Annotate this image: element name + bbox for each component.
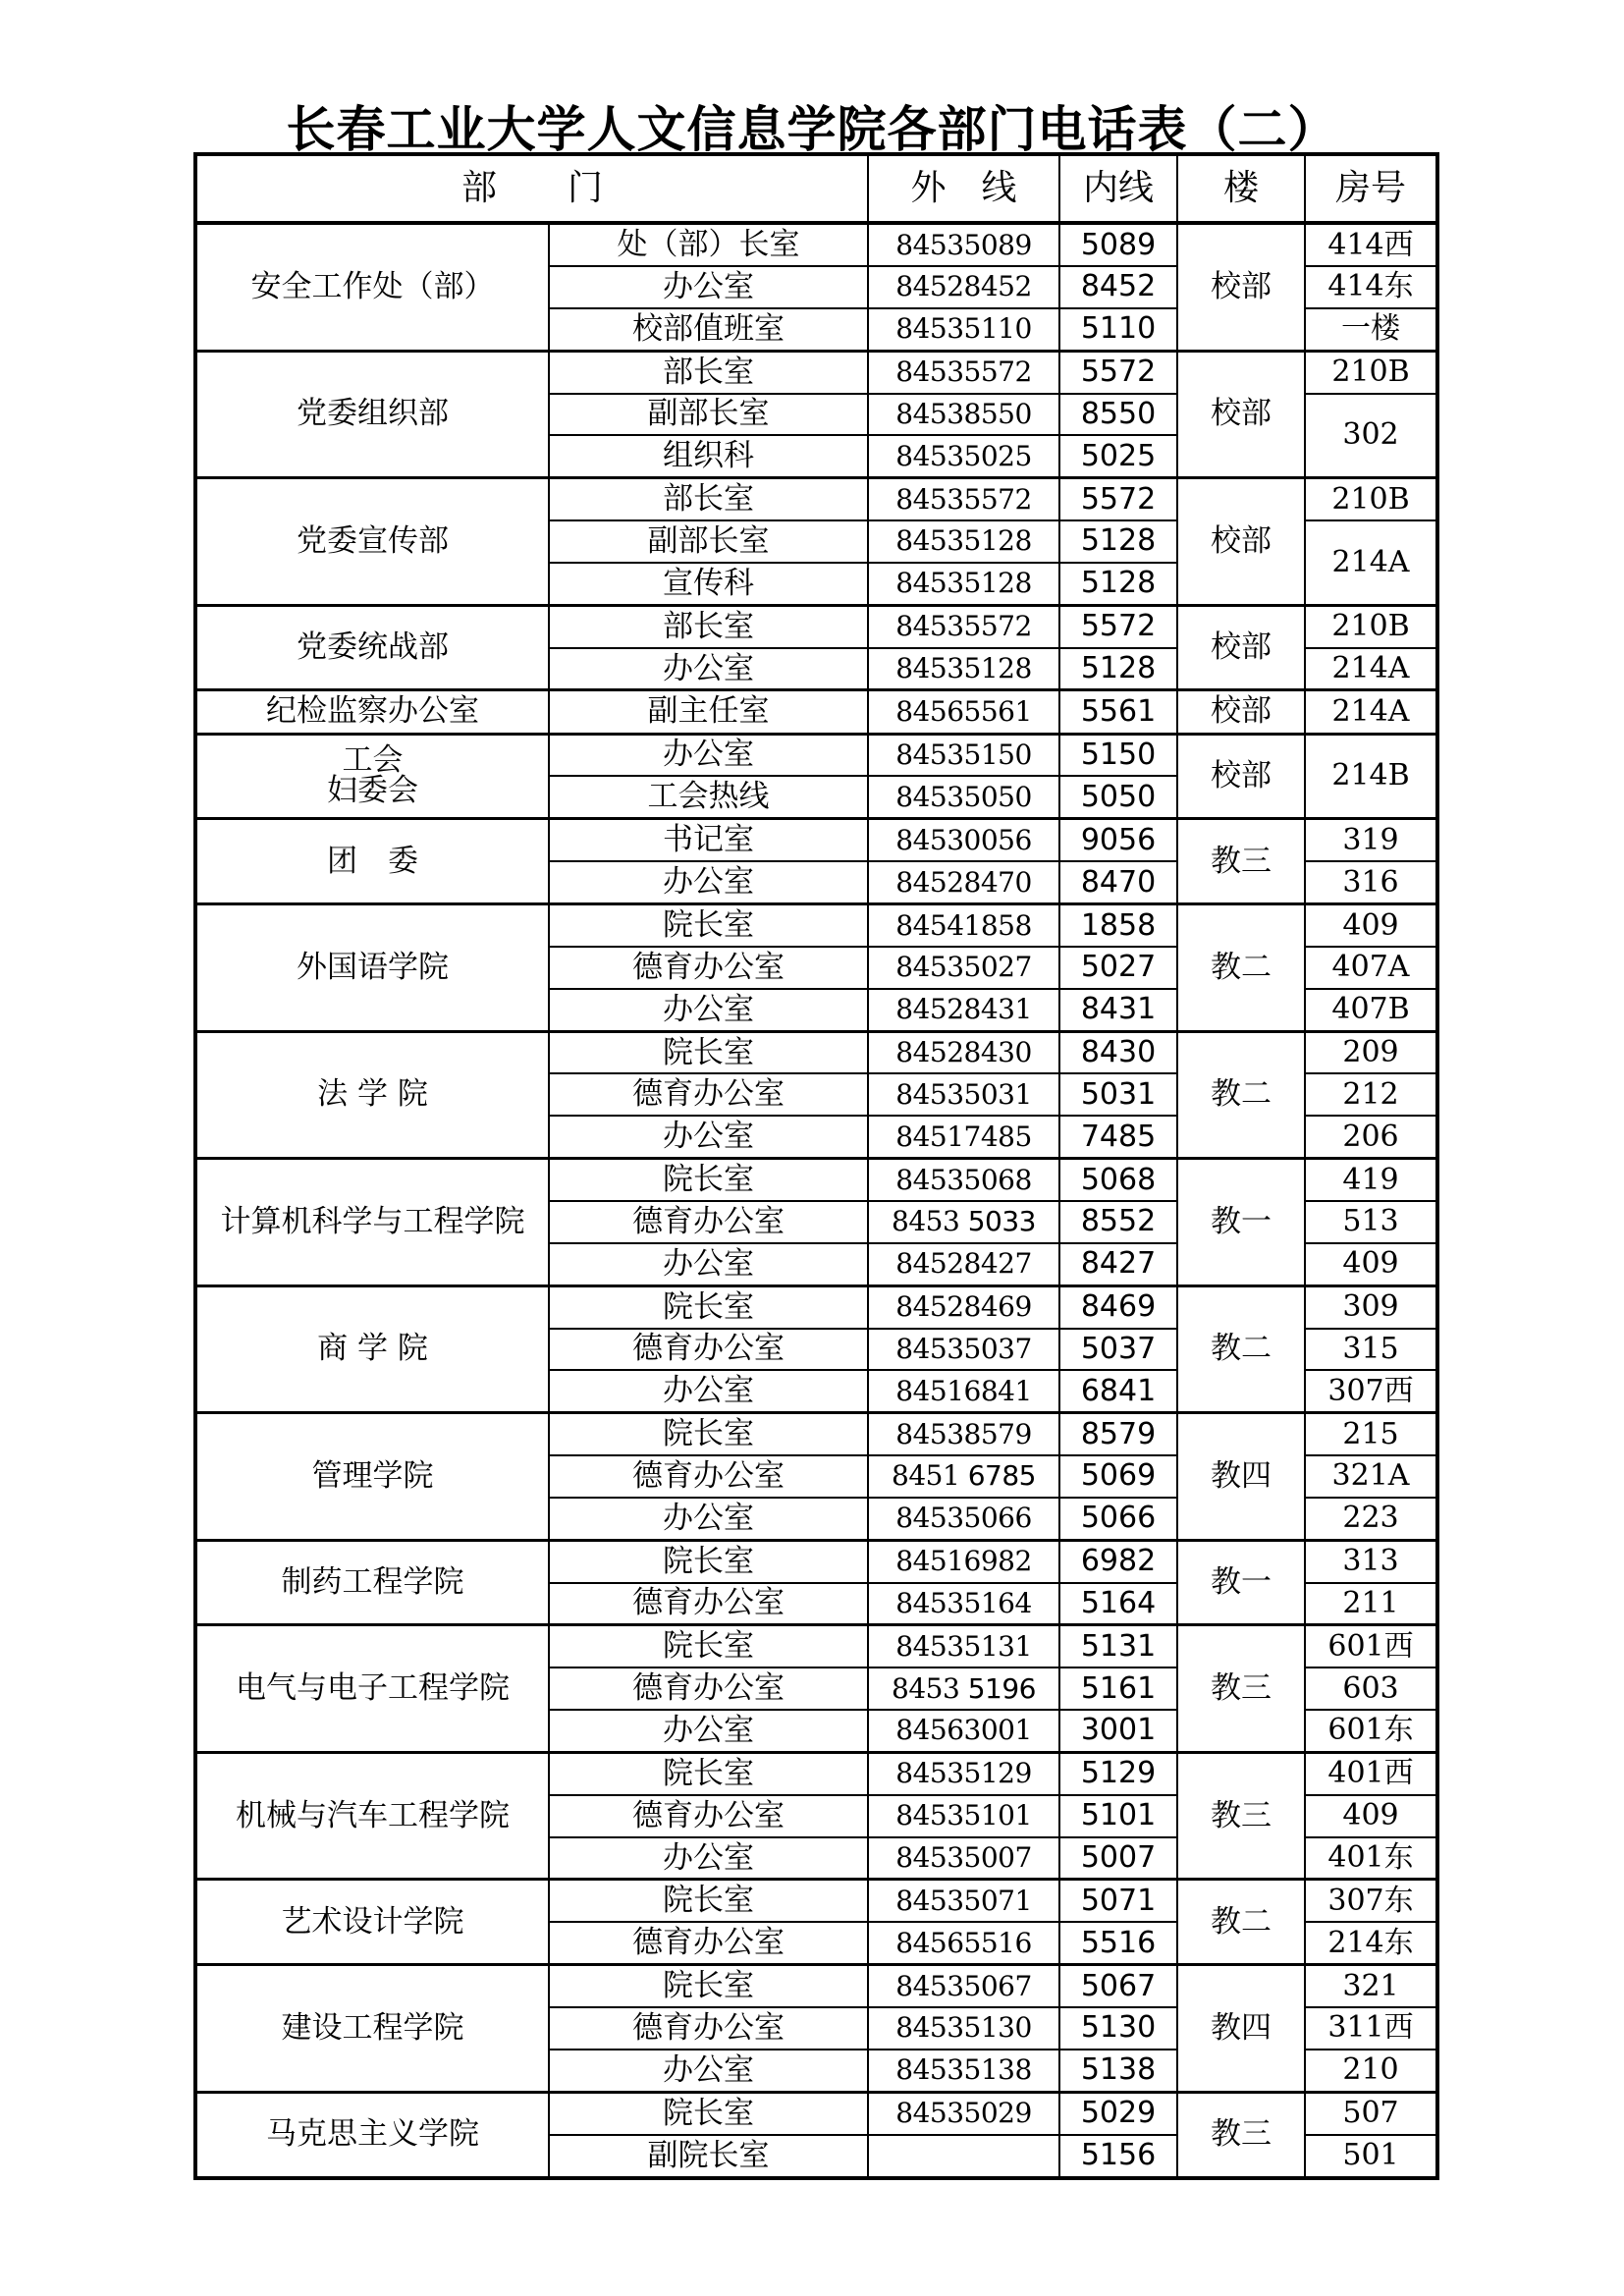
office-name: 德育办公室	[549, 1455, 868, 1498]
internal-phone: 7485	[1059, 1116, 1177, 1158]
room-number: 311西	[1305, 2007, 1437, 2050]
table-row	[195, 351, 1437, 393]
external-phone: 84535164	[868, 1583, 1059, 1625]
external-phone-suffix: 5196	[967, 1671, 1036, 1705]
department-name: 机械与汽车工程学院	[195, 1752, 549, 1880]
internal-phone: 5572	[1059, 478, 1177, 520]
external-phone: 84535572	[868, 351, 1059, 393]
internal-phone: 5050	[1059, 776, 1177, 818]
room-number: 409	[1305, 904, 1437, 947]
internal-phone: 8470	[1059, 861, 1177, 903]
internal-phone: 5029	[1059, 2092, 1177, 2134]
room-number: 210B	[1305, 478, 1437, 520]
department-name: 商 学 院	[195, 1285, 549, 1413]
office-name: 院长室	[549, 1031, 868, 1073]
header-room: 房号	[1305, 154, 1437, 223]
building-name: 校部	[1177, 605, 1305, 690]
external-phone: 84535572	[868, 605, 1059, 647]
office-name: 德育办公室	[549, 1073, 868, 1116]
table-row	[195, 223, 1437, 266]
external-phone: 84541858	[868, 904, 1059, 947]
office-name: 德育办公室	[549, 1201, 868, 1243]
internal-phone: 5069	[1059, 1455, 1177, 1498]
internal-phone: 5572	[1059, 605, 1177, 647]
building-name: 校部	[1177, 734, 1305, 819]
external-phone: 84528431	[868, 989, 1059, 1031]
external-phone: 84535129	[868, 1752, 1059, 1794]
office-name: 部长室	[549, 351, 868, 393]
table-row	[195, 1285, 1437, 1328]
internal-phone: 5037	[1059, 1329, 1177, 1371]
office-name: 校部值班室	[549, 308, 868, 351]
internal-phone: 8552	[1059, 1201, 1177, 1243]
building-name: 教三	[1177, 1752, 1305, 1880]
office-name: 院长室	[549, 1752, 868, 1794]
external-phone: 84535067	[868, 1965, 1059, 2007]
internal-phone: 6841	[1059, 1370, 1177, 1412]
external-phone: 84538550	[868, 394, 1059, 436]
internal-phone: 5089	[1059, 223, 1177, 266]
external-phone: 84538579	[868, 1413, 1059, 1455]
building-name: 校部	[1177, 690, 1305, 734]
office-name: 办公室	[549, 989, 868, 1031]
room-number: 307西	[1305, 1370, 1437, 1412]
external-phone	[868, 1667, 1059, 1710]
building-name: 校部	[1177, 351, 1305, 478]
building-name: 教四	[1177, 1413, 1305, 1541]
building-name: 教二	[1177, 1285, 1305, 1413]
building-name: 教三	[1177, 1625, 1305, 1753]
department-name	[195, 734, 549, 819]
room-number: 315	[1305, 1329, 1437, 1371]
internal-phone: 5131	[1059, 1625, 1177, 1667]
room-number: 603	[1305, 1667, 1437, 1710]
internal-phone: 8469	[1059, 1285, 1177, 1328]
table-row	[195, 605, 1437, 647]
external-phone: 84528430	[868, 1031, 1059, 1073]
room-number: 407B	[1305, 989, 1437, 1031]
internal-phone: 9056	[1059, 819, 1177, 861]
room-number: 211	[1305, 1583, 1437, 1625]
department-name: 党委统战部	[195, 605, 549, 690]
external-phone: 84528452	[868, 266, 1059, 308]
office-name: 副主任室	[549, 690, 868, 734]
office-name: 办公室	[549, 861, 868, 903]
external-phone: 84528470	[868, 861, 1059, 903]
room-number: 419	[1305, 1159, 1437, 1201]
room-number: 414东	[1305, 266, 1437, 308]
internal-phone: 3001	[1059, 1710, 1177, 1752]
external-phone-prefix: 8451	[892, 1459, 960, 1493]
office-name: 院长室	[549, 1159, 868, 1201]
external-phone-prefix: 8453	[892, 1671, 960, 1705]
room-number: 214A	[1305, 690, 1437, 734]
building-name: 教二	[1177, 904, 1305, 1032]
internal-phone: 8550	[1059, 394, 1177, 436]
department-name: 电气与电子工程学院	[195, 1625, 549, 1753]
building-name: 教一	[1177, 1159, 1305, 1286]
internal-phone: 5027	[1059, 947, 1177, 989]
external-phone: 84517485	[868, 1116, 1059, 1158]
building-name: 校部	[1177, 478, 1305, 606]
room-number: 210B	[1305, 605, 1437, 647]
external-phone: 84535071	[868, 1880, 1059, 1922]
department-name-line: 妇委会	[327, 773, 418, 809]
external-phone: 84535089	[868, 223, 1059, 266]
room-number: 210B	[1305, 351, 1437, 393]
internal-phone: 5031	[1059, 1073, 1177, 1116]
table-row	[195, 1752, 1437, 1794]
external-phone-suffix: 6785	[967, 1459, 1036, 1493]
office-name: 院长室	[549, 1880, 868, 1922]
office-name: 部长室	[549, 605, 868, 647]
office-name: 书记室	[549, 819, 868, 861]
external-phone	[868, 1201, 1059, 1243]
internal-phone: 5101	[1059, 1795, 1177, 1837]
internal-phone: 1858	[1059, 904, 1177, 947]
table-row	[195, 1031, 1437, 1073]
department-name: 安全工作处（部）	[195, 223, 549, 351]
external-phone: 84516841	[868, 1370, 1059, 1412]
office-name: 宣传科	[549, 563, 868, 605]
directory-body	[195, 223, 1437, 2178]
external-phone: 84535138	[868, 2050, 1059, 2092]
room-number: 206	[1305, 1116, 1437, 1158]
office-name: 院长室	[549, 1965, 868, 2007]
room-number: 214A	[1305, 520, 1437, 605]
department-name: 建设工程学院	[195, 1965, 549, 2093]
table-row	[195, 690, 1437, 734]
room-number: 513	[1305, 1201, 1437, 1243]
department-name: 党委组织部	[195, 351, 549, 478]
room-number: 309	[1305, 1285, 1437, 1328]
room-number: 601东	[1305, 1710, 1437, 1752]
office-name: 办公室	[549, 1710, 868, 1752]
internal-phone: 5110	[1059, 308, 1177, 351]
office-name: 院长室	[549, 1540, 868, 1582]
office-name: 办公室	[549, 734, 868, 776]
internal-phone: 5516	[1059, 1922, 1177, 1964]
building-name: 教二	[1177, 1880, 1305, 1965]
office-name: 部长室	[549, 478, 868, 520]
office-name: 德育办公室	[549, 1795, 868, 1837]
table-row	[195, 1159, 1437, 1201]
office-name: 工会热线	[549, 776, 868, 818]
department-name-line: 工会	[342, 742, 404, 779]
external-phone: 84535031	[868, 1073, 1059, 1116]
room-number: 209	[1305, 1031, 1437, 1073]
office-name: 德育办公室	[549, 1329, 868, 1371]
internal-phone: 5161	[1059, 1667, 1177, 1710]
room-number: 212	[1305, 1073, 1437, 1116]
external-phone: 84535068	[868, 1159, 1059, 1201]
building-name: 教四	[1177, 1965, 1305, 2093]
external-phone-suffix: 5033	[967, 1205, 1036, 1238]
office-name: 院长室	[549, 1625, 868, 1667]
building-name: 教三	[1177, 819, 1305, 904]
building-name: 校部	[1177, 223, 1305, 351]
external-phone: 84535110	[868, 308, 1059, 351]
internal-phone: 6982	[1059, 1540, 1177, 1582]
internal-phone: 5068	[1059, 1159, 1177, 1201]
room-number: 409	[1305, 1243, 1437, 1285]
room-number: 319	[1305, 819, 1437, 861]
table-row	[195, 904, 1437, 947]
office-name: 办公室	[549, 1243, 868, 1285]
room-number: 214B	[1305, 734, 1437, 819]
internal-phone: 5150	[1059, 734, 1177, 776]
internal-phone: 8431	[1059, 989, 1177, 1031]
room-number: 601西	[1305, 1625, 1437, 1667]
external-phone: 84530056	[868, 819, 1059, 861]
internal-phone: 5128	[1059, 563, 1177, 605]
page-title: 长春工业大学人文信息学院各部门电话表（二）	[286, 100, 1338, 158]
table-row	[195, 1540, 1437, 1582]
external-phone	[868, 2135, 1059, 2178]
external-phone: 84563001	[868, 1710, 1059, 1752]
internal-phone: 5138	[1059, 2050, 1177, 2092]
room-number: 307东	[1305, 1880, 1437, 1922]
phone-directory-table	[193, 152, 1439, 2180]
external-phone: 84535130	[868, 2007, 1059, 2050]
office-name: 办公室	[549, 2050, 868, 2092]
internal-phone: 5156	[1059, 2135, 1177, 2178]
office-name: 组织科	[549, 435, 868, 477]
office-name: 院长室	[549, 1413, 868, 1455]
external-phone-prefix: 8453	[892, 1205, 960, 1238]
internal-phone: 8452	[1059, 266, 1177, 308]
internal-phone: 5128	[1059, 648, 1177, 690]
header-dept: 部 门	[195, 154, 868, 223]
header-internal: 内线	[1059, 154, 1177, 223]
external-phone: 84535150	[868, 734, 1059, 776]
office-name: 院长室	[549, 904, 868, 947]
external-phone: 84535101	[868, 1795, 1059, 1837]
internal-phone: 8430	[1059, 1031, 1177, 1073]
external-phone: 84535027	[868, 947, 1059, 989]
header-external: 外 线	[868, 154, 1059, 223]
external-phone: 84565516	[868, 1922, 1059, 1964]
room-number: 302	[1305, 394, 1437, 478]
building-name: 教二	[1177, 1031, 1305, 1159]
room-number: 409	[1305, 1795, 1437, 1837]
table-row	[195, 1965, 1437, 2007]
room-number: 214A	[1305, 648, 1437, 690]
office-name: 办公室	[549, 648, 868, 690]
department-name: 团 委	[195, 819, 549, 904]
table-row	[195, 819, 1437, 861]
office-name: 副部长室	[549, 394, 868, 436]
internal-phone: 5164	[1059, 1583, 1177, 1625]
room-number: 215	[1305, 1413, 1437, 1455]
office-name: 德育办公室	[549, 1583, 868, 1625]
department-name: 党委宣传部	[195, 478, 549, 606]
room-number: 223	[1305, 1498, 1437, 1540]
external-phone: 84535066	[868, 1498, 1059, 1540]
external-phone: 84528427	[868, 1243, 1059, 1285]
table-row	[195, 2092, 1437, 2134]
room-number: 401东	[1305, 1837, 1437, 1880]
department-name: 制药工程学院	[195, 1540, 549, 1625]
office-name: 德育办公室	[549, 2007, 868, 2050]
internal-phone: 8579	[1059, 1413, 1177, 1455]
internal-phone: 8427	[1059, 1243, 1177, 1285]
department-name: 计算机科学与工程学院	[195, 1159, 549, 1286]
table-row	[195, 478, 1437, 520]
internal-phone: 5025	[1059, 435, 1177, 477]
internal-phone: 5067	[1059, 1965, 1177, 2007]
office-name: 办公室	[549, 1370, 868, 1412]
internal-phone: 5129	[1059, 1752, 1177, 1794]
office-name: 德育办公室	[549, 947, 868, 989]
table-row	[195, 1413, 1437, 1455]
office-name: 德育办公室	[549, 1922, 868, 1964]
internal-phone: 5066	[1059, 1498, 1177, 1540]
office-name: 办公室	[549, 1498, 868, 1540]
header-row	[195, 154, 1437, 223]
office-name: 院长室	[549, 1285, 868, 1328]
external-phone: 84535025	[868, 435, 1059, 477]
department-name: 纪检监察办公室	[195, 690, 549, 734]
department-name: 管理学院	[195, 1413, 549, 1541]
external-phone: 84535128	[868, 563, 1059, 605]
header-building: 楼	[1177, 154, 1305, 223]
internal-phone: 5130	[1059, 2007, 1177, 2050]
external-phone: 84535131	[868, 1625, 1059, 1667]
office-name: 办公室	[549, 1116, 868, 1158]
room-number: 一楼	[1305, 308, 1437, 351]
internal-phone: 5071	[1059, 1880, 1177, 1922]
external-phone	[868, 1455, 1059, 1498]
internal-phone: 5007	[1059, 1837, 1177, 1880]
office-name: 院长室	[549, 2092, 868, 2134]
internal-phone: 5572	[1059, 351, 1177, 393]
room-number: 214东	[1305, 1922, 1437, 1964]
department-name: 外国语学院	[195, 904, 549, 1032]
external-phone: 84535128	[868, 648, 1059, 690]
building-name: 教一	[1177, 1540, 1305, 1625]
room-number: 414西	[1305, 223, 1437, 266]
department-name: 马克思主义学院	[195, 2092, 549, 2178]
internal-phone: 5561	[1059, 690, 1177, 734]
table-row	[195, 1880, 1437, 1922]
department-name: 艺术设计学院	[195, 1880, 549, 1965]
external-phone: 84535029	[868, 2092, 1059, 2134]
room-number: 507	[1305, 2092, 1437, 2134]
building-name: 教三	[1177, 2092, 1305, 2178]
office-name: 办公室	[549, 266, 868, 308]
office-name: 副院长室	[549, 2135, 868, 2178]
room-number: 401西	[1305, 1752, 1437, 1794]
office-name: 办公室	[549, 1837, 868, 1880]
external-phone: 84535007	[868, 1837, 1059, 1880]
office-name: 副部长室	[549, 520, 868, 563]
external-phone: 84528469	[868, 1285, 1059, 1328]
room-number: 321A	[1305, 1455, 1437, 1498]
room-number: 316	[1305, 861, 1437, 903]
external-phone: 84565561	[868, 690, 1059, 734]
internal-phone: 5128	[1059, 520, 1177, 563]
external-phone: 84535050	[868, 776, 1059, 818]
room-number: 210	[1305, 2050, 1437, 2092]
room-number: 407A	[1305, 947, 1437, 989]
table-row	[195, 1625, 1437, 1667]
room-number: 501	[1305, 2135, 1437, 2178]
external-phone: 84535572	[868, 478, 1059, 520]
room-number: 313	[1305, 1540, 1437, 1582]
office-name: 处（部）长室	[549, 223, 868, 266]
department-name: 法 学 院	[195, 1031, 549, 1159]
room-number: 321	[1305, 1965, 1437, 2007]
external-phone: 84535037	[868, 1329, 1059, 1371]
external-phone: 84535128	[868, 520, 1059, 563]
office-name: 德育办公室	[549, 1667, 868, 1710]
external-phone: 84516982	[868, 1540, 1059, 1582]
table-row	[195, 734, 1437, 776]
